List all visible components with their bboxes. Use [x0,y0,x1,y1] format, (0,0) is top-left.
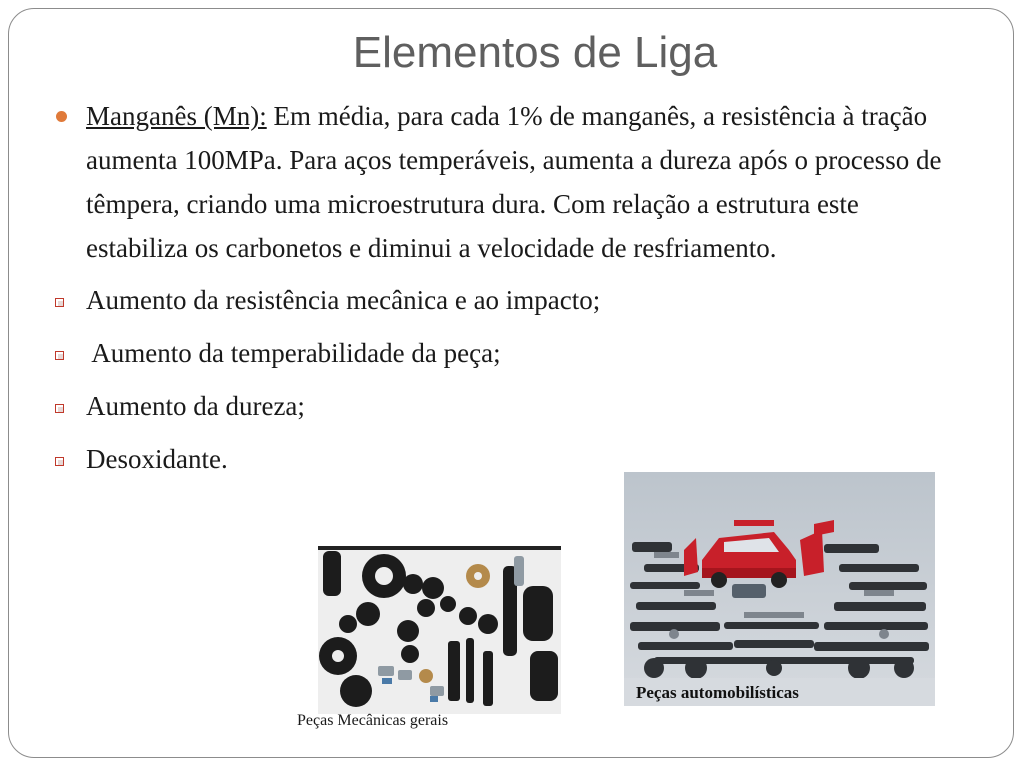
square-bullet-icon [55,298,64,307]
slide-title: Elementos de Liga [352,28,718,77]
slide-content [86,94,946,486]
list-item-text: Aumento da dureza; [86,391,305,421]
square-bullet-icon [55,404,64,413]
square-bullet-icon [55,351,64,360]
automotive-parts-image [624,472,935,706]
mechanical-parts-image [318,546,561,714]
list-item [86,327,946,380]
list-item-text: Desoxidante. [86,444,228,474]
round-bullet-icon [56,111,67,122]
list-item-text: Aumento da resistência mecânica e ao impacto; [86,285,601,315]
automotive-parts-caption: Peças automobilísticas [636,683,799,702]
main-paragraph [86,94,946,270]
main-description: Em média, para cada 1% de manganês, a resistência à tração aumenta 100MPa. Para aços temperáveis, aumenta a dureza após o processo de têmpera, criando uma microestrutura dura. Com relação a estrutura este estabiliza os carbonetos e diminui a velocidade de resfriamento. [86,101,942,263]
list-item [86,274,946,327]
list-item [86,380,946,433]
list-item-text: Aumento da temperabilidade da peça; [86,338,501,368]
mechanical-parts-caption: Peças Mecânicas gerais [297,712,449,729]
element-term: Manganês (Mn): [86,101,267,131]
square-bullet-icon [55,457,64,466]
